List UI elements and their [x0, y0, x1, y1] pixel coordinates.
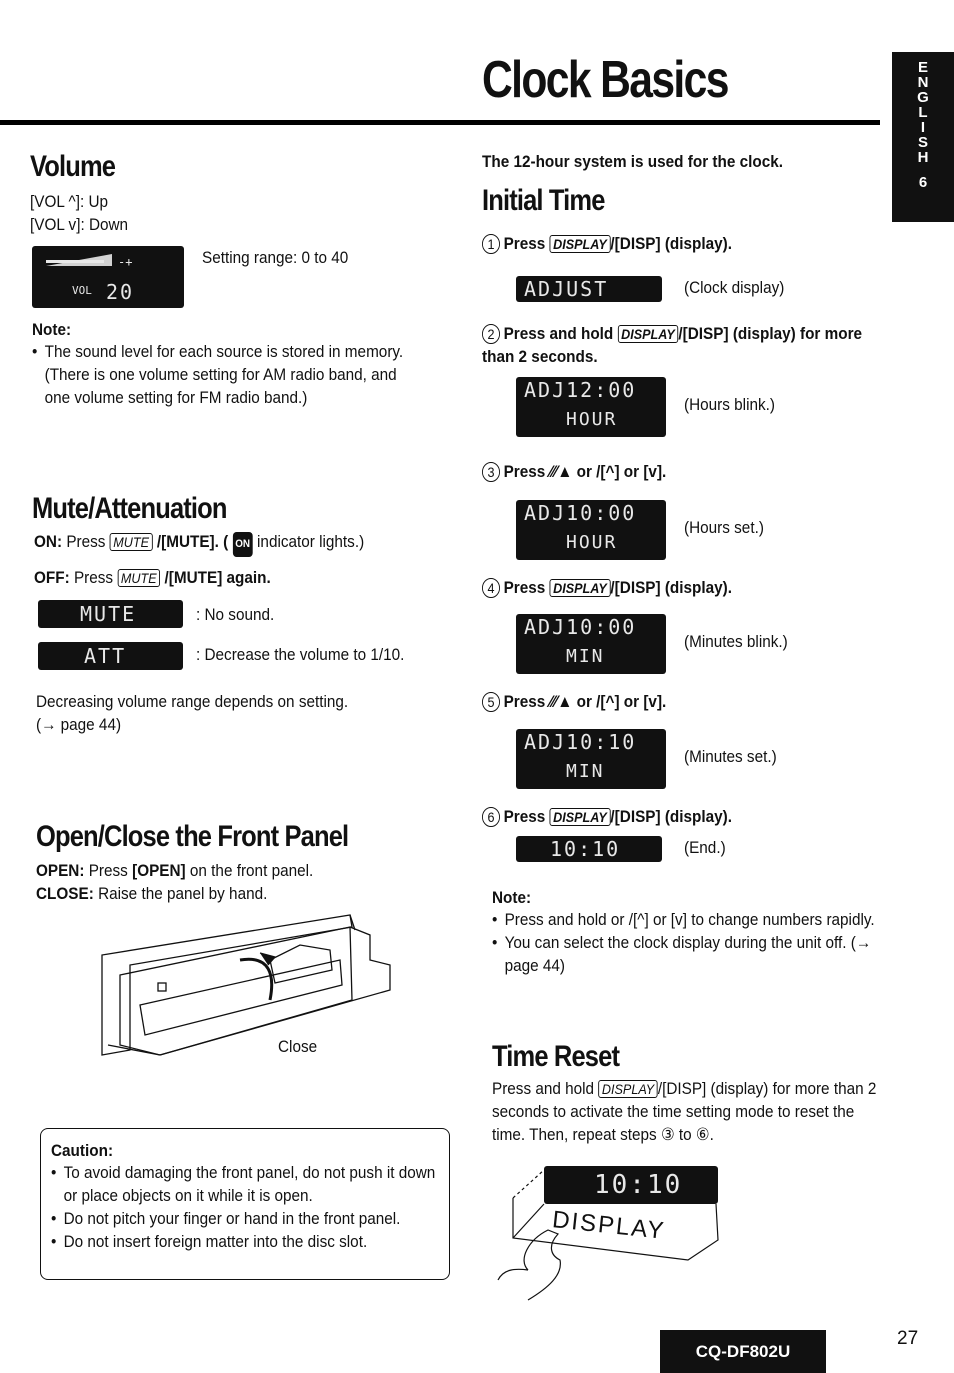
- volume-note-label: Note:: [32, 320, 72, 339]
- step-post-text: /[DISP] (display).: [610, 807, 732, 826]
- caution-item: • Do not insert foreign matter into the disc slot.: [51, 1230, 440, 1253]
- mute-desc: : No sound.: [196, 605, 275, 624]
- volume-range: Setting range: 0 to 40: [202, 248, 349, 267]
- step-pre-text: Press: [503, 234, 550, 253]
- mute-lcd-text: MUTE: [80, 602, 137, 626]
- step-pre-text: Press and hold: [503, 324, 618, 343]
- att-lcd: [38, 642, 183, 670]
- mute-off-text: Press: [73, 568, 114, 587]
- panel-close-line: [36, 882, 267, 905]
- caution-label: Caution:: [51, 1141, 114, 1160]
- clock-lcd-mode: HOUR: [566, 532, 618, 553]
- side-tab-letter: I: [920, 119, 926, 136]
- step-description: (Hours blink.): [684, 395, 775, 414]
- volume-down-text: [VOL v]: Down: [30, 215, 129, 234]
- step-pre-text: Press: [503, 807, 550, 826]
- panel-open-line: [36, 859, 313, 882]
- step-post-text: /[DISP] (display).: [610, 234, 732, 253]
- step-number: 2: [482, 324, 500, 344]
- display-key[interactable]: DISPLAY: [550, 808, 611, 826]
- mute-key-off[interactable]: MUTE: [117, 569, 160, 587]
- volume-note-item: • The sound level for each source is stored in memory.: [32, 340, 406, 363]
- display-key[interactable]: DISPLAY: [550, 235, 611, 253]
- mute-off-line: [34, 566, 271, 589]
- close-label: Close: [278, 1037, 318, 1056]
- mute-range-note: Decreasing volume range depends on setting.: [36, 692, 349, 711]
- time-reset-text: [492, 1077, 888, 1146]
- panel-close-text: Raise the panel by hand.: [98, 884, 268, 903]
- clock-note-label: Note:: [492, 888, 532, 907]
- step-number: 4: [482, 578, 500, 598]
- mute-off-text-2: /[MUTE] again.: [164, 568, 271, 587]
- volume-lcd-label: VOL: [72, 284, 92, 297]
- clock-lcd: [516, 500, 666, 560]
- step-pre-text: Press: [503, 462, 550, 481]
- step-number: 1: [482, 234, 500, 254]
- step-instruction: [482, 460, 878, 483]
- step-number: 5: [482, 692, 500, 712]
- step-number: 3: [482, 462, 500, 482]
- clock-lcd-text: ADJUST: [524, 277, 609, 301]
- up-arrow-icon[interactable]: ⁄⁄⁄▲: [549, 462, 577, 481]
- step-description: (Minutes blink.): [684, 632, 788, 651]
- on-indicator-icon: ON: [233, 532, 253, 557]
- clock-lcd-text: ADJ12:00: [524, 378, 637, 402]
- caution-list: [51, 1161, 440, 1253]
- mute-on-line: [34, 530, 364, 557]
- title-rule: [0, 120, 880, 125]
- time-reset-heading: Time Reset: [492, 1040, 620, 1073]
- step-post-text: /[DISP] (display).: [610, 578, 732, 597]
- panel-heading: Open/Close the Front Panel: [36, 820, 349, 853]
- mute-lcd: [38, 600, 183, 628]
- mute-on-text: Press: [66, 532, 106, 551]
- clock-lcd-mode: MIN: [566, 761, 605, 782]
- att-desc: : Decrease the volume to 1/10.: [196, 645, 405, 664]
- panel-open-text-2: on the front panel.: [189, 861, 314, 880]
- display-button-label[interactable]: DISPLAY: [550, 1206, 667, 1245]
- step-instruction: [482, 576, 878, 599]
- caution-item: • Do not pitch your finger or hand in the front panel.: [51, 1207, 440, 1230]
- clock-lcd: [516, 836, 662, 862]
- car-stereo-icon: [100, 905, 400, 1070]
- display-button-illustration: [488, 1160, 728, 1305]
- front-panel-illustration: [100, 905, 400, 1070]
- clock-intro: The 12-hour system is used for the clock.: [482, 152, 783, 171]
- volume-lcd: [32, 246, 184, 308]
- step-instruction: [482, 322, 878, 368]
- step-instruction: [482, 690, 878, 713]
- clock-lcd: [516, 614, 666, 674]
- step-instruction: [482, 805, 878, 828]
- side-tab-letter: S: [917, 134, 928, 151]
- att-lcd-text: ATT: [84, 644, 127, 668]
- volume-note: [32, 340, 406, 409]
- mute-key[interactable]: MUTE: [110, 533, 153, 551]
- volume-up-text: [VOL ^]: Up: [30, 192, 109, 211]
- step-instruction: [482, 232, 878, 255]
- step-number: 6: [482, 807, 500, 827]
- side-tab-letter: N: [917, 74, 929, 91]
- caution-box: [40, 1128, 450, 1280]
- caution-item: • To avoid damaging the front panel, do not push it down or place objects on it while it is open.: [51, 1161, 440, 1207]
- clock-lcd: [516, 729, 666, 789]
- step-post-text: /[DISP] (display) for more than 2 seconds.: [482, 324, 863, 366]
- step-description: (End.): [684, 838, 726, 857]
- reset-text-2: /[DISP] (display) for more than 2 seconds to activate the time setting mode to reset the time. Then, repeat steps ③ to ⑥.: [492, 1079, 877, 1144]
- mute-page-ref: (→ page 44): [36, 715, 122, 734]
- reset-lcd-text: 10:10: [594, 1170, 683, 1200]
- side-tab-letter: L: [918, 104, 928, 121]
- display-key[interactable]: DISPLAY: [550, 579, 611, 597]
- side-tab-letter: G: [917, 89, 929, 106]
- mute-off-label: OFF:: [34, 568, 70, 587]
- display-key[interactable]: DISPLAY: [598, 1080, 657, 1098]
- mute-heading: Mute/Attenuation: [32, 492, 227, 525]
- mute-on-text-2: /[MUTE]. (: [156, 532, 229, 551]
- panel-close-label: CLOSE:: [36, 884, 94, 903]
- clock-lcd-text: ADJ10:00: [524, 501, 637, 525]
- step-pre-text: Press: [503, 692, 550, 711]
- step-pre-text: Press: [503, 578, 550, 597]
- volume-heading: Volume: [30, 150, 116, 183]
- step-description: (Minutes set.): [684, 747, 777, 766]
- display-key[interactable]: DISPLAY: [618, 325, 679, 343]
- reset-text-1: Press and hold: [492, 1079, 595, 1098]
- clock-note-item: • Press and hold or /[^] or [v] to change numbers rapidly.: [492, 908, 888, 931]
- step-post-text: or /[^] or [v].: [576, 462, 667, 481]
- clock-lcd-text: 10:10: [550, 837, 621, 861]
- clock-lcd-text: ADJ10:10: [524, 730, 637, 754]
- up-arrow-icon[interactable]: ⁄⁄⁄▲: [549, 692, 577, 711]
- step-description: (Clock display): [684, 278, 785, 297]
- mute-on-text-3: indicator lights.): [257, 532, 365, 551]
- open-key: [OPEN]: [132, 861, 186, 880]
- side-tab-letter: E: [917, 59, 928, 76]
- panel-open-text: Press: [88, 861, 128, 880]
- side-tab-letter: H: [917, 149, 929, 166]
- clock-lcd: [516, 377, 666, 437]
- page-number: 27: [897, 1328, 919, 1349]
- clock-note-list: [492, 908, 888, 977]
- mute-on-label: ON:: [34, 532, 63, 551]
- step-description: (Hours set.): [684, 518, 764, 537]
- clock-lcd-mode: MIN: [566, 646, 605, 667]
- initial-time-heading: Initial Time: [482, 184, 605, 217]
- model-badge: CQ-DF802U: [660, 1330, 826, 1373]
- side-tab-page: 6: [918, 174, 928, 191]
- volume-lcd-value: 20: [106, 280, 135, 304]
- clock-note-item: • You can select the clock display during the unit off. (→ page 44): [492, 931, 888, 977]
- clock-lcd-mode: HOUR: [566, 409, 618, 430]
- language-side-tab: [892, 52, 954, 222]
- step-post-text: or /[^] or [v].: [576, 692, 667, 711]
- volume-note-detail: (There is one volume setting for AM radio band, and one volume setting for FM radio band.): [44, 365, 397, 407]
- clock-lcd: [516, 276, 662, 302]
- svg-text:-+: -+: [118, 255, 133, 269]
- clock-lcd-text: ADJ10:00: [524, 615, 637, 639]
- page-title: Clock Basics: [482, 51, 728, 109]
- panel-open-label: OPEN:: [36, 861, 85, 880]
